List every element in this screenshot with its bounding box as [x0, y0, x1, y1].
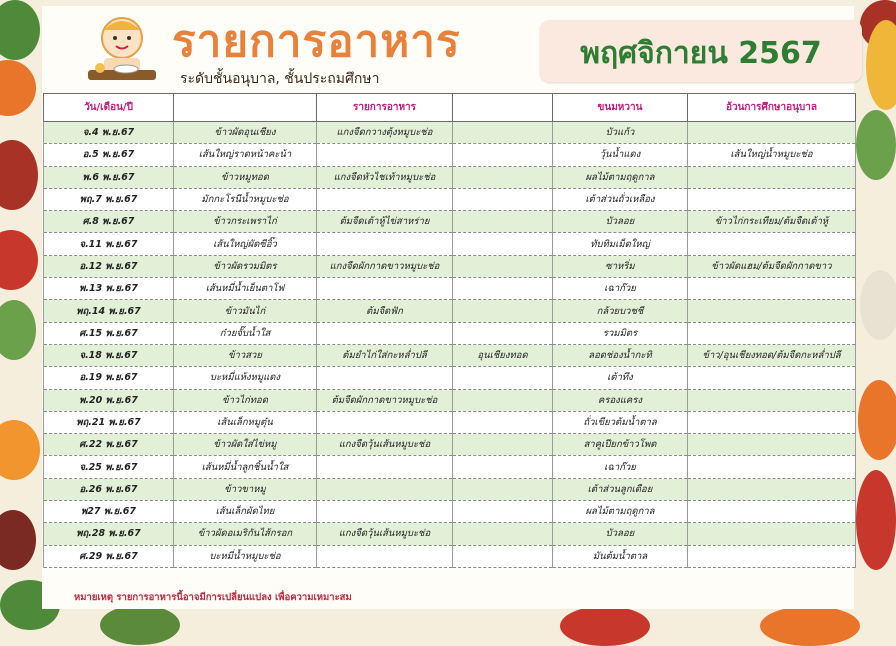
child-eating-icon — [82, 12, 162, 88]
date-cell: ศ.8 พ.ย.67 — [44, 211, 174, 233]
dessert-cell: ทับทิมเม็ดใหญ่ — [553, 233, 688, 255]
soup-cell — [317, 233, 453, 255]
soup-cell — [317, 545, 453, 567]
col-header-menu: รายการอาหาร — [317, 94, 453, 122]
carrot-icon — [858, 380, 896, 460]
menu-table — [43, 93, 856, 568]
dessert-cell: ผลไม้ตามฤดูกาล — [553, 166, 688, 188]
main-dish-cell: ข้าวไก่ทอด — [174, 389, 317, 411]
chili-icon — [856, 470, 896, 570]
date-cell: พฤ.21 พ.ย.67 — [44, 411, 174, 433]
dessert-cell: มันต้มน้ำตาล — [553, 545, 688, 567]
main-dish-cell: ก๋วยจั๊บน้ำใส — [174, 322, 317, 344]
table-row — [44, 434, 856, 456]
kindergarten-menu-cell — [688, 389, 856, 411]
footnote: หมายเหตุ รายการอาหารนี้อาจมีการเปลี่ยนแปลง เพื่อความเหมาะสม — [74, 592, 352, 603]
main-dish-cell: ข้าวสวย — [174, 344, 317, 366]
table-row — [44, 188, 856, 210]
leaf-icon — [0, 300, 36, 360]
main-dish-cell: เส้นเล็กผัดไทย — [174, 501, 317, 523]
side-dish-cell — [453, 144, 553, 166]
table-row — [44, 255, 856, 277]
date-cell: พ.20 พ.ย.67 — [44, 389, 174, 411]
soup-cell — [317, 188, 453, 210]
main-dish-cell: บะหมี่แห้งหมูแดง — [174, 367, 317, 389]
soup-cell: ต้มยำไก่ใส่กะหล่ำปลี — [317, 344, 453, 366]
grade-subtitle: ระดับชั้นอนุบาล, ชั้นประถมศึกษา — [180, 71, 380, 87]
date-cell: ศ.29 พ.ย.67 — [44, 545, 174, 567]
soup-cell — [317, 278, 453, 300]
table-row — [44, 545, 856, 567]
main-dish-cell: ข้าวขาหมู — [174, 478, 317, 500]
page-title: รายการอาหาร — [172, 16, 461, 67]
side-dish-cell: อุนเชียงทอด — [453, 344, 553, 366]
soup-cell: แกงจืดวุ้นเส้นหมูบะช่อ — [317, 434, 453, 456]
side-dish-cell — [453, 367, 553, 389]
date-cell: พฤ.14 พ.ย.67 — [44, 300, 174, 322]
soup-cell — [317, 322, 453, 344]
table-row — [44, 501, 856, 523]
dessert-cell: ผลไม้ตามฤดูกาล — [553, 501, 688, 523]
kindergarten-menu-cell — [688, 300, 856, 322]
tomato-icon — [0, 230, 38, 290]
soup-cell: แกงจืดผักกาดขาวหมูบะช่อ — [317, 255, 453, 277]
side-dish-cell — [453, 211, 553, 233]
side-dish-cell — [453, 434, 553, 456]
side-dish-cell — [453, 501, 553, 523]
soup-cell: ต้มจืดผักกาดขาวหมูบะช่อ — [317, 389, 453, 411]
side-dish-cell — [453, 456, 553, 478]
soup-cell: ต้มจืดฟัก — [317, 300, 453, 322]
side-dish-cell — [453, 122, 553, 144]
kindergarten-menu-cell — [688, 188, 856, 210]
side-dish-cell — [453, 233, 553, 255]
dessert-cell: บัวลอย — [553, 523, 688, 545]
kindergarten-menu-cell — [688, 501, 856, 523]
date-cell: พฤ.7 พ.ย.67 — [44, 188, 174, 210]
main-dish-cell: ข้าวผัดอุนเชียง — [174, 122, 317, 144]
header — [42, 6, 854, 92]
table-row — [44, 322, 856, 344]
table-row — [44, 411, 856, 433]
date-cell: พ.13 พ.ย.67 — [44, 278, 174, 300]
main-dish-cell: เส้นเล็กหมูตุ๋น — [174, 411, 317, 433]
side-dish-cell — [453, 322, 553, 344]
col-header-date: วัน/เดือน/ปี — [44, 94, 174, 122]
dessert-cell: บัวแก้ว — [553, 122, 688, 144]
kindergarten-menu-cell: ข้าวไก่กระเทียม/ต้มจืดเต้าหู้ — [688, 211, 856, 233]
kindergarten-menu-cell — [688, 456, 856, 478]
kindergarten-menu-cell — [688, 122, 856, 144]
menu-body — [44, 122, 856, 568]
orange-slice-icon — [0, 420, 40, 480]
dessert-cell: ลอดช่องน้ำกะทิ — [553, 344, 688, 366]
garlic-icon — [860, 270, 896, 340]
onion-icon — [0, 140, 38, 210]
kindergarten-menu-cell — [688, 233, 856, 255]
side-dish-cell — [453, 166, 553, 188]
dessert-cell: ถั่วเขียวต้มน้ำตาล — [553, 411, 688, 433]
main-dish-cell: เส้นใหญ่ราดหน้าคะน้า — [174, 144, 317, 166]
kindergarten-menu-cell — [688, 523, 856, 545]
pepper-icon — [0, 510, 36, 570]
date-cell: จ.18 พ.ย.67 — [44, 344, 174, 366]
soup-cell: แกงจืดหัวไชเท้าหมูบะช่อ — [317, 166, 453, 188]
date-cell: จ.11 พ.ย.67 — [44, 233, 174, 255]
side-dish-cell — [453, 478, 553, 500]
menu-sheet — [42, 6, 854, 609]
main-dish-cell: ข้าวมันไก่ — [174, 300, 317, 322]
dessert-cell: ครองแครง — [553, 389, 688, 411]
side-dish-cell — [453, 389, 553, 411]
date-cell: จ.4 พ.ย.67 — [44, 122, 174, 144]
soup-cell: แกงจืดกวางตุ้งหมูบะช่อ — [317, 122, 453, 144]
table-row — [44, 367, 856, 389]
main-dish-cell: ข้าวผัดรวมมิตร — [174, 255, 317, 277]
main-dish-cell: เส้นหมี่น้ำลูกชิ้นน้ำใส — [174, 456, 317, 478]
lemon-icon — [866, 20, 896, 110]
soup-cell: ต้มจืดเต้าหู้ไข่สาหร่าย — [317, 211, 453, 233]
side-dish-cell — [453, 411, 553, 433]
kindergarten-menu-cell — [688, 322, 856, 344]
table-row — [44, 344, 856, 366]
table-row — [44, 389, 856, 411]
pepper-icon — [100, 605, 180, 645]
date-cell: อ.5 พ.ย.67 — [44, 144, 174, 166]
dessert-cell: เฉาก๊วย — [553, 456, 688, 478]
date-cell: อ.19 พ.ย.67 — [44, 367, 174, 389]
soup-cell: แกงจืดวุ้นเส้นหมูบะช่อ — [317, 523, 453, 545]
kindergarten-menu-cell — [688, 166, 856, 188]
soup-cell — [317, 456, 453, 478]
main-dish-cell: เส้นหมี่น้ำเย็นตาโฟ — [174, 278, 317, 300]
table-row — [44, 278, 856, 300]
dessert-cell: เต้าส่วนถั่วเหลือง — [553, 188, 688, 210]
date-cell: อ.26 พ.ย.67 — [44, 478, 174, 500]
kindergarten-menu-cell — [688, 478, 856, 500]
dessert-cell: เต้าทึง — [553, 367, 688, 389]
col-header-kindergarten: อ้วนการศึกษาอนุบาล — [688, 94, 856, 122]
main-dish-cell: ข้าวผัดใส่ไข่หมู — [174, 434, 317, 456]
table-row — [44, 300, 856, 322]
kindergarten-menu-cell — [688, 545, 856, 567]
dessert-cell: รวมมิตร — [553, 322, 688, 344]
date-cell: พ.6 พ.ย.67 — [44, 166, 174, 188]
side-dish-cell — [453, 545, 553, 567]
side-dish-cell — [453, 188, 553, 210]
col-header-dessert: ขนมหวาน — [553, 94, 688, 122]
soup-cell — [317, 478, 453, 500]
dessert-cell: วุ้นน้ำแดง — [553, 144, 688, 166]
soup-cell — [317, 144, 453, 166]
main-dish-cell: ข้าวกระเพราไก่ — [174, 211, 317, 233]
main-dish-cell: บะหมี่น้ำหมูบะช่อ — [174, 545, 317, 567]
dessert-cell: เฉาก๊วย — [553, 278, 688, 300]
date-cell: ศ.15 พ.ย.67 — [44, 322, 174, 344]
pumpkin-icon — [0, 60, 36, 116]
soup-cell — [317, 411, 453, 433]
table-header-row — [44, 94, 856, 122]
tomato-icon — [560, 606, 650, 646]
date-cell: อ.12 พ.ย.67 — [44, 255, 174, 277]
side-dish-cell — [453, 300, 553, 322]
dessert-cell: เต้าส่วนลูกเดือย — [553, 478, 688, 500]
table-row — [44, 211, 856, 233]
main-dish-cell: ข้าวหมูทอด — [174, 166, 317, 188]
kindergarten-menu-cell: ข้าว/อุนเชียงทอด/ต้มจืดกะหล่ำปลี — [688, 344, 856, 366]
month-label: พฤศจิกายน 2567 — [580, 36, 822, 71]
side-dish-cell — [453, 278, 553, 300]
kindergarten-menu-cell — [688, 411, 856, 433]
leaf-icon — [0, 0, 40, 60]
kindergarten-menu-cell — [688, 278, 856, 300]
dessert-cell: กล้วยบวชชี — [553, 300, 688, 322]
col-header-blank — [453, 94, 553, 122]
table-row — [44, 478, 856, 500]
kindergarten-menu-cell — [688, 367, 856, 389]
kindergarten-menu-cell: ข้าวผัดแฮม/ต้มจืดผักกาดขาว — [688, 255, 856, 277]
carrot-icon — [760, 606, 860, 646]
kindergarten-menu-cell — [688, 434, 856, 456]
main-dish-cell: ข้าวผัดอเมริกันไส้กรอก — [174, 523, 317, 545]
table-row — [44, 233, 856, 255]
table-row — [44, 523, 856, 545]
kindergarten-menu-cell: เส้นใหญ่น้ำหมูบะช่อ — [688, 144, 856, 166]
side-dish-cell — [453, 523, 553, 545]
side-dish-cell — [453, 255, 553, 277]
table-row — [44, 122, 856, 144]
soup-cell — [317, 501, 453, 523]
table-row — [44, 456, 856, 478]
soup-cell — [317, 367, 453, 389]
main-dish-cell: มักกะโรนีน้ำหมูบะช่อ — [174, 188, 317, 210]
dessert-cell: ซาหริ่ม — [553, 255, 688, 277]
main-dish-cell: เส้นใหญ่ผัดซีอิ๊ว — [174, 233, 317, 255]
date-cell: พฤ.28 พ.ย.67 — [44, 523, 174, 545]
dessert-cell: สาคูเปียกข้าวโพด — [553, 434, 688, 456]
col-header-blank — [174, 94, 317, 122]
leaf-icon — [856, 110, 896, 180]
date-cell: จ.25 พ.ย.67 — [44, 456, 174, 478]
table-row — [44, 166, 856, 188]
month-badge — [540, 20, 862, 82]
dessert-cell: บัวลอย — [553, 211, 688, 233]
table-row — [44, 144, 856, 166]
date-cell: พ27 พ.ย.67 — [44, 501, 174, 523]
date-cell: ศ.22 พ.ย.67 — [44, 434, 174, 456]
